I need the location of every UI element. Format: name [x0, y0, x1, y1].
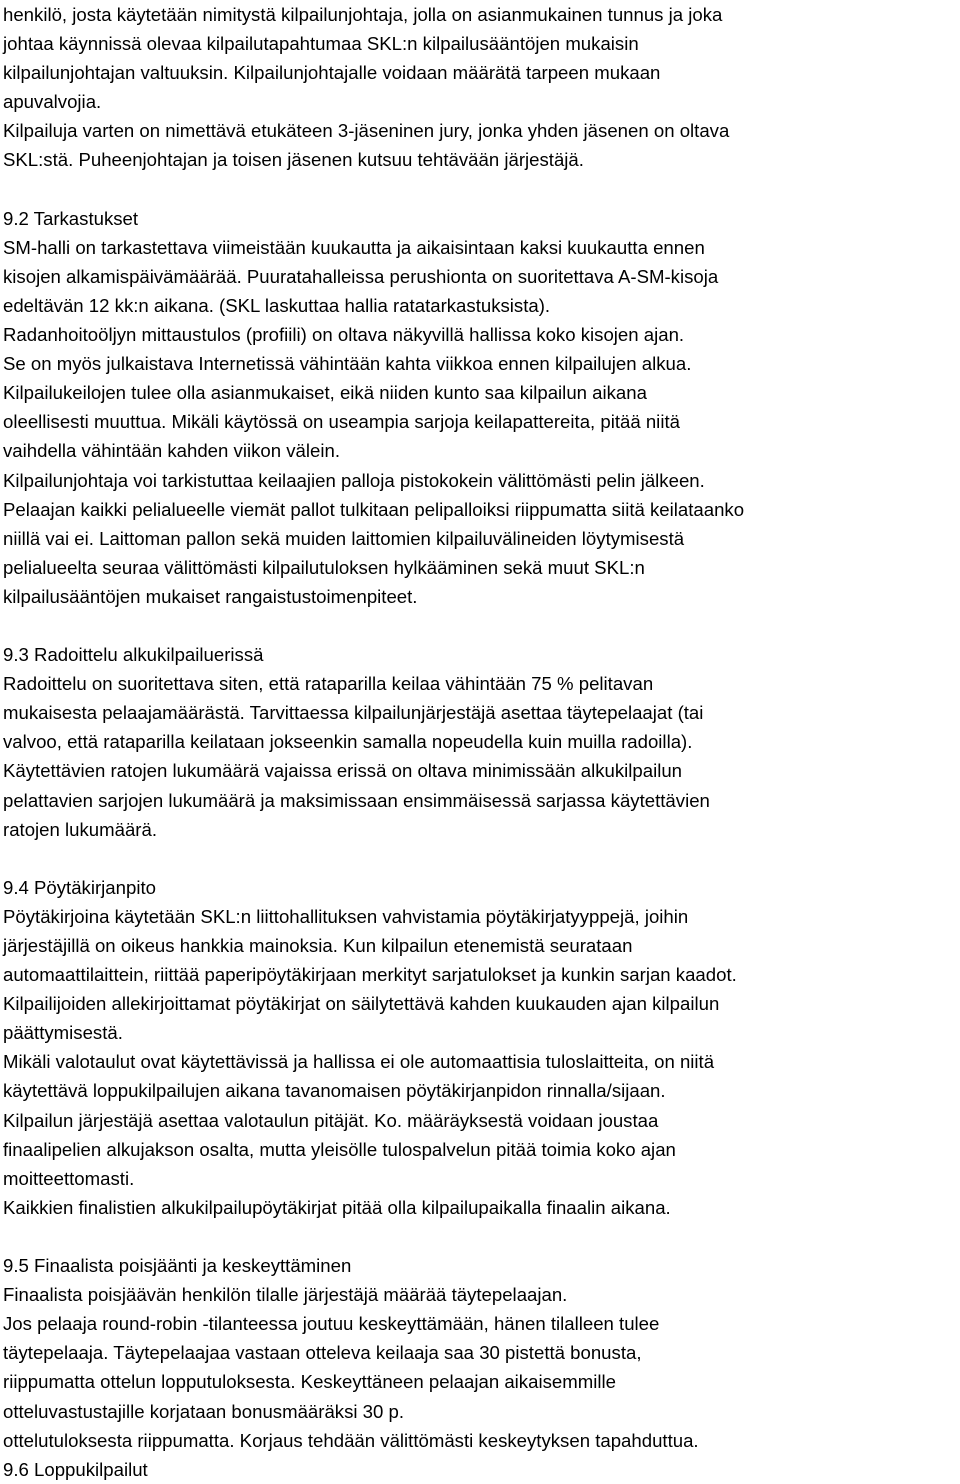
section-heading: 9.5 Finaalista poisjäänti ja keskeyttäminen — [3, 1255, 352, 1277]
text-line: vaihdella vähintään kahden viikon välein. — [3, 440, 340, 462]
text-line: Finaalista poisjäävän henkilön tilalle järjestäjä määrää täytepelaajan. — [3, 1284, 568, 1306]
section-heading: 9.4 Pöytäkirjanpito — [3, 876, 156, 898]
text-line: niillä vai ei. Laittoman pallon sekä muiden laittomien kilpailuvälineiden löytymisestä — [3, 527, 685, 549]
text-line: oleellisesti muuttua. Mikäli käytössä on useampia sarjoja keilapattereita, pitää niitä — [3, 411, 680, 433]
section-9-5 — [3, 1251, 958, 1455]
text-line: Kaikkien finalistien alkukilpailupöytäkirjat pitää olla kilpailupaikalla finaalin aikana. — [3, 1196, 671, 1218]
text-line: apuvalvojia. — [3, 91, 102, 113]
text-line: SKL:stä. Puheenjohtajan ja toisen jäsenen kutsuu tehtävään järjestäjä. — [3, 149, 584, 171]
text-line: kilpailusääntöjen mukaiset rangaistustoimenpiteet. — [3, 585, 418, 607]
text-line: Mikäli valotaulut ovat käytettävissä ja hallissa ei ole automaattisia tuloslaitteita, on niitä — [3, 1051, 715, 1073]
text-line: automaattilaittein, riittää paperipöytäkirjaan merkityt sarjatulokset ja kunkin sarjan kaadot. — [3, 964, 737, 986]
text-line: Kilpailukeilojen tulee olla asianmukaiset, eikä niiden kunto saa kilpailun aikana — [3, 382, 647, 404]
text-line: Jos pelaaja round-robin -tilanteessa joutuu keskeyttämään, hänen tilalleen tulee — [3, 1313, 660, 1335]
text-line: finaalipelien alkujakson osalta, mutta yleisölle tulospalvelun pitää toimia koko ajan — [3, 1138, 676, 1160]
text-line: pelialueelta seuraa välittömästi kilpailutuloksen hylkääminen sekä muut SKL:n — [3, 556, 645, 578]
text-line: pelattavien sarjojen lukumäärä ja maksimissaan ensimmäisessä sarjassa käytettävien — [3, 789, 710, 811]
paragraph-gap — [3, 1222, 958, 1251]
section-heading: 9.6 Loppukilpailut — [3, 1458, 148, 1480]
section-9-6 — [3, 1455, 958, 1484]
text-line: Kilpailun järjestäjä asettaa valotaulun pitäjät. Ko. määräyksestä voidaan joustaa — [3, 1109, 659, 1131]
text-line: Pelaajan kaikki pelialueelle viemät pallot tulkitaan pelipalloiksi riippumatta siitä keilataanko — [3, 498, 745, 520]
text-line: mukaisesta pelaajamäärästä. Tarvittaessa kilpailunjärjestäjä asettaa täytepelaajat (tai — [3, 702, 704, 724]
text-line: Kilpailijoiden allekirjoittamat pöytäkirjat on säilytettävä kahden kuukauden ajan kilpailun — [3, 993, 720, 1015]
section-9-2 — [3, 204, 958, 611]
text-line: Kilpailuja varten on nimettävä etukäteen 3-jäseninen jury, jonka yhden jäsenen on oltava — [3, 120, 730, 142]
text-line: Radoittelu on suoritettava siten, että rataparilla keilaa vähintään 75 % pelitavan — [3, 673, 654, 695]
text-line: kilpailunjohtajan valtuuksin. Kilpailunjohtajalle voidaan määrätä tarpeen mukaan — [3, 62, 661, 84]
text-line: järjestäjillä on oikeus hankkia mainoksia. Kun kilpailun etenemistä seurataan — [3, 935, 633, 956]
intro-paragraph — [3, 0, 958, 175]
text-line: Kilpailunjohtaja voi tarkistuttaa keilaajien palloja pistokokein välittömästi pelin jälkeen. — [3, 469, 705, 491]
text-line: Käytettävien ratojen lukumäärä vajaissa erissä on oltava minimissään alkukilpailun — [3, 760, 683, 782]
text-line: SM-halli on tarkastettava viimeistään kuukautta ja aikaisintaan kaksi kuukautta ennen — [3, 236, 705, 258]
paragraph-gap — [3, 175, 958, 204]
text-line: Radanhoitoöljyn mittaustulos (profiili) on oltava näkyvillä hallissa koko kisojen ajan. — [3, 324, 685, 346]
section-heading: 9.3 Radoittelu alkukilpailuerissä — [3, 644, 264, 666]
section-9-4 — [3, 873, 958, 1222]
text-line: riippumatta ottelun lopputuloksesta. Keskeyttäneen pelaajan aikaisemmille — [3, 1371, 616, 1393]
text-line: moitteettomasti. — [3, 1167, 135, 1189]
text-line: ratojen lukumäärä. — [3, 818, 157, 840]
text-line: ottelutuloksesta riippumatta. Korjaus tehdään välittömästi keskeytyksen tapahduttua. — [3, 1429, 699, 1451]
text-line: Pöytäkirjoina käytetään SKL:n liittohallituksen vahvistamia pöytäkirjatyyppejä, joihin — [3, 905, 689, 927]
text-line: Se on myös julkaistava Internetissä vähintään kahta viikkoa ennen kilpailujen alkua. — [3, 353, 692, 375]
text-line: valvoo, että rataparilla keilataan jokseenkin samalla nopeudella kuin muilla radoilla). — [3, 731, 693, 753]
paragraph-gap — [3, 611, 958, 640]
text-line: henkilö, josta käytetään nimitystä kilpailunjohtaja, jolla on asianmukainen tunnus ja joka — [3, 4, 723, 25]
text-line: otteluvastustajille korjataan bonusmääräksi 30 p. — [3, 1400, 405, 1422]
text-line: täytepelaaja. Täytepelaajaa vastaan otteleva keilaaja saa 30 pistettä bonusta, — [3, 1342, 642, 1364]
text-line: edeltävän 12 kk:n aikana. (SKL laskuttaa hallia ratatarkastuksista). — [3, 294, 551, 316]
section-heading: 9.2 Tarkastukset — [3, 207, 139, 229]
section-9-3 — [3, 640, 958, 844]
paragraph-gap — [3, 844, 958, 873]
text-line: kisojen alkamispäivämäärää. Puuratahalleissa perushionta on suoritettava A-SM-kisoja — [3, 265, 719, 287]
text-line: johtaa käynnissä olevaa kilpailutapahtumaa SKL:n kilpailusääntöjen mukaisin — [3, 33, 639, 55]
text-line: käytettävä loppukilpailujen aikana tavanomaisen pöytäkirjanpidon rinnalla/sijaan. — [3, 1080, 666, 1102]
text-line: päättymisestä. — [3, 1022, 123, 1044]
